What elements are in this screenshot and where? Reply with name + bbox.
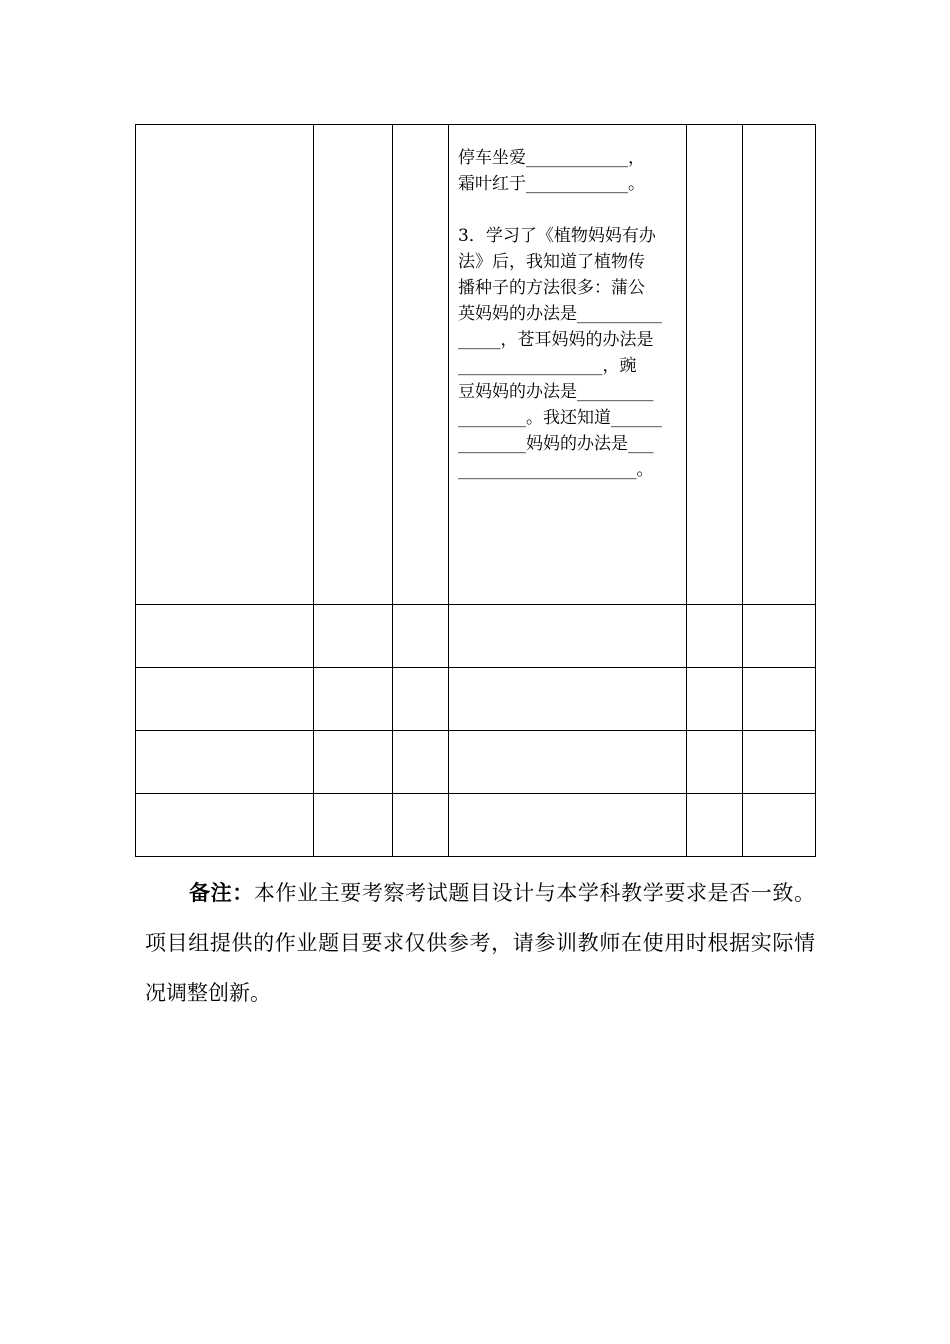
question-line: _________________，豌 [458, 356, 637, 376]
table-cell [136, 794, 314, 857]
table-row [136, 605, 816, 668]
table-cell [687, 668, 743, 731]
question-cell [449, 125, 687, 605]
question-line: 英妈妈的办法是__________ [458, 304, 662, 324]
table-cell [743, 668, 816, 731]
question-line: 豆妈妈的办法是_________ [458, 382, 654, 402]
table-cell [687, 125, 743, 605]
table-cell [687, 731, 743, 794]
question-line: _____，苍耳妈妈的办法是 [458, 330, 654, 350]
table-row [136, 125, 816, 605]
table-cell [393, 605, 449, 668]
question-line: 法》后，我知道了植物传 [458, 252, 645, 272]
table-cell [393, 794, 449, 857]
table-cell [314, 605, 393, 668]
table-cell [393, 731, 449, 794]
table-cell [743, 794, 816, 857]
table-row [136, 794, 816, 857]
question-line: ________。我还知道______ [458, 408, 662, 428]
table-cell [393, 668, 449, 731]
assignment-table [135, 124, 816, 857]
remark-text: 本作业主要考察考试题目设计与本学科教学要求是否一致。项目组提供的作业题目要求仅供参考，请参训教师在使用时根据实际情况调整创新。 [145, 881, 816, 1005]
table-cell [449, 731, 687, 794]
table-cell [393, 125, 449, 605]
table-cell [743, 125, 816, 605]
remark-paragraph [145, 868, 815, 1018]
table-cell [687, 605, 743, 668]
table-cell [743, 605, 816, 668]
question-line: ________妈妈的办法是___ [458, 434, 654, 454]
table-cell [314, 794, 393, 857]
table-row [136, 731, 816, 794]
table-cell [136, 731, 314, 794]
table-row [136, 668, 816, 731]
table-cell [314, 125, 393, 605]
table-cell [136, 605, 314, 668]
question-line: _____________________。 [458, 460, 654, 480]
table-cell [687, 794, 743, 857]
question-line: 播种子的方法很多：蒲公 [458, 278, 645, 298]
table-cell [314, 668, 393, 731]
question-line: 霜叶红于____________。 [458, 174, 645, 194]
table-cell [136, 668, 314, 731]
question-line: 停车坐爱____________， [458, 148, 645, 168]
table-cell [743, 731, 816, 794]
remark-label: 备注： [189, 880, 254, 905]
table-cell [449, 605, 687, 668]
table-cell [449, 794, 687, 857]
question-line: 3．学习了《植物妈妈有办 [458, 226, 656, 246]
table-cell [136, 125, 314, 605]
question-text [449, 125, 686, 483]
table-cell [314, 731, 393, 794]
table-cell [449, 668, 687, 731]
